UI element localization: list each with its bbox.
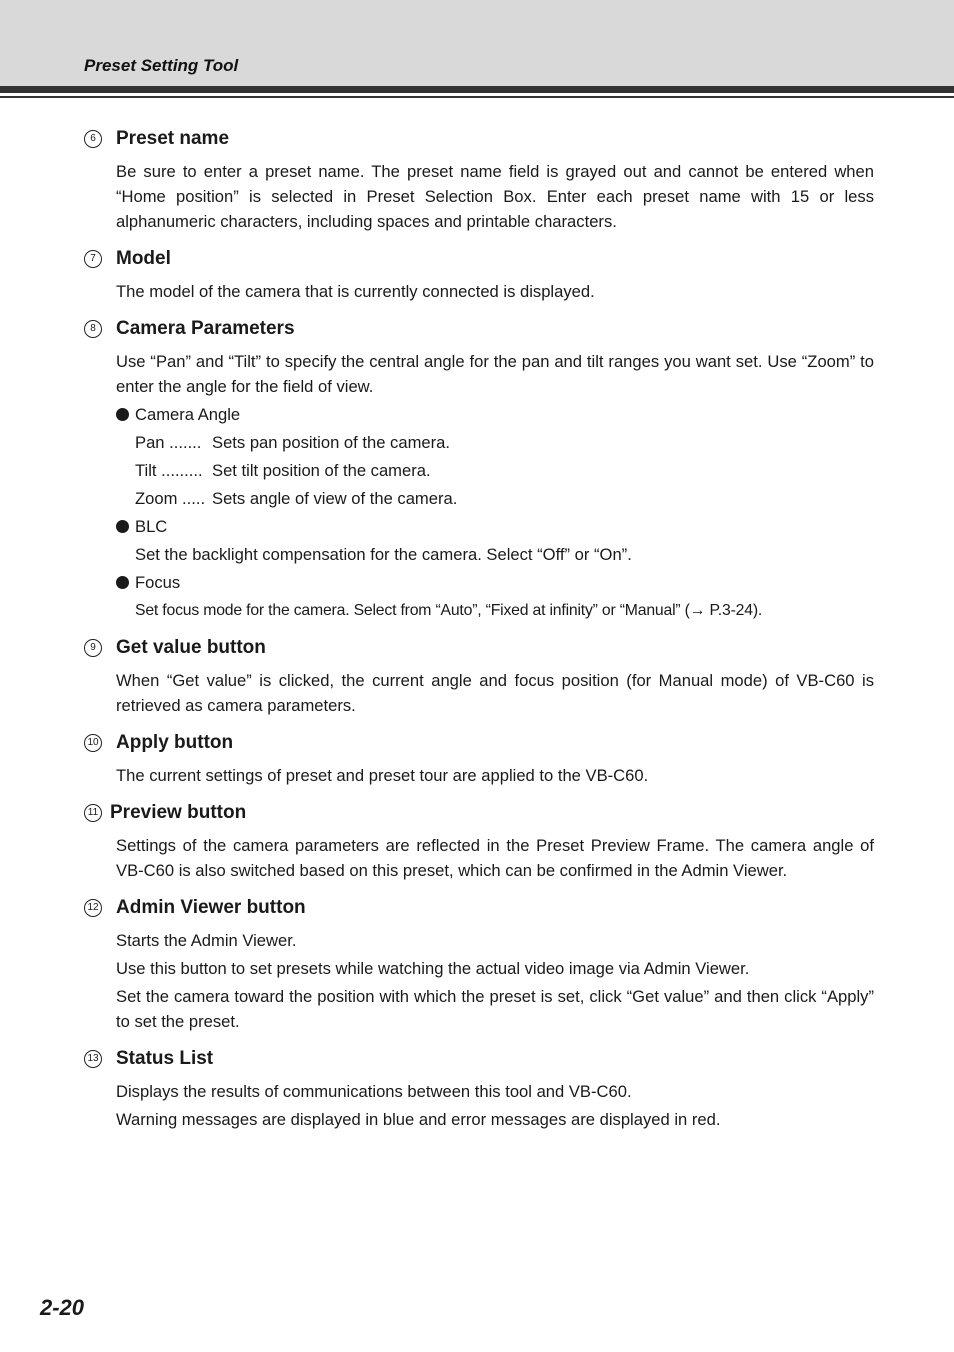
section-paragraph: The model of the camera that is currently connected is displayed. xyxy=(116,282,595,301)
section-number: 9 xyxy=(84,639,102,657)
section-paragraph: Set the camera toward the position with which the preset is set, click “Get value” and then click “Apply” to set the preset. xyxy=(116,987,874,1031)
section-number: 6 xyxy=(84,130,102,148)
definition-term: Zoom ..... xyxy=(135,489,206,508)
section-paragraph: Use “Pan” and “Tilt” to specify the central angle for the pan and tilt ranges you want set. Use “Zoom” to enter the angle for the field of view. xyxy=(116,352,874,396)
page-number: 2-20 xyxy=(40,1295,85,1320)
section-paragraph: Warning messages are displayed in blue and error messages are displayed in red. xyxy=(116,1110,721,1129)
section-number: 8 xyxy=(84,320,102,338)
page-header-title: Preset Setting Tool xyxy=(84,56,239,75)
section-status-list xyxy=(84,1046,874,1132)
focus-description: Set focus mode for the camera. Select from “Auto”, “Fixed at infinity” or “Manual” (→ P.3-24). xyxy=(135,602,763,619)
section-number: 7 xyxy=(84,250,102,268)
definition-desc: Set tilt position of the camera. xyxy=(212,461,431,480)
section-admin-viewer-button xyxy=(84,895,874,1034)
section-title: Get value button xyxy=(116,637,266,658)
section-paragraph: Displays the results of communications between this tool and VB-C60. xyxy=(116,1082,632,1101)
blc-description: Set the backlight compensation for the camera. Select “Off” or “On”. xyxy=(135,545,632,564)
definition-row-pan xyxy=(135,430,874,455)
section-title: Admin Viewer button xyxy=(116,897,306,918)
bullet-focus xyxy=(116,570,874,595)
section-title: Preview button xyxy=(110,802,247,823)
section-number: 13 xyxy=(84,1050,102,1068)
bullet-dot-icon xyxy=(116,408,129,421)
section-title: Status List xyxy=(116,1048,214,1069)
bullet-dot-icon xyxy=(116,576,129,589)
section-title: Model xyxy=(116,248,171,269)
section-paragraph: Use this button to set presets while watching the actual video image via Admin Viewer. xyxy=(116,959,750,978)
definition-row-tilt xyxy=(135,458,874,483)
definition-term: Pan ....... xyxy=(135,433,202,452)
section-number: 11 xyxy=(84,804,102,822)
bullet-label: Camera Angle xyxy=(135,405,241,424)
section-number: 12 xyxy=(84,899,102,917)
section-paragraph: Be sure to enter a preset name. The preset name field is grayed out and cannot be entered when “Home position” is selected in Preset Selection Box. Enter each preset name with 15 or less alphanumeric characters, including spaces and printable characters. xyxy=(116,162,874,231)
section-preset-name xyxy=(84,126,874,234)
definition-row-zoom xyxy=(135,486,874,511)
section-model xyxy=(84,246,874,304)
section-title: Camera Parameters xyxy=(116,318,295,339)
section-title: Apply button xyxy=(116,732,234,753)
bullet-blc xyxy=(116,514,874,539)
section-camera-parameters xyxy=(84,316,874,623)
bullet-label: Focus xyxy=(135,573,181,592)
section-paragraph: Settings of the camera parameters are reflected in the Preset Preview Frame. The camera angle of VB-C60 is also switched based on this preset, which can be confirmed in the Admin Viewer. xyxy=(116,836,874,880)
header-rule-thick xyxy=(0,86,954,93)
page-content xyxy=(84,126,874,1144)
section-number: 10 xyxy=(84,734,102,752)
bullet-camera-angle xyxy=(116,402,874,427)
bullet-label: BLC xyxy=(135,517,168,536)
definition-term: Tilt ......... xyxy=(135,461,203,480)
bullet-dot-icon xyxy=(116,520,129,533)
section-paragraph: The current settings of preset and preset tour are applied to the VB-C60. xyxy=(116,766,649,785)
section-paragraph: Starts the Admin Viewer. xyxy=(116,931,297,950)
section-title: Preset name xyxy=(116,128,230,149)
section-get-value-button xyxy=(84,635,874,718)
header-rule-thin xyxy=(0,96,954,98)
section-preview-button xyxy=(84,800,874,883)
definition-desc: Sets pan position of the camera. xyxy=(212,433,450,452)
section-paragraph: When “Get value” is clicked, the current angle and focus position (for Manual mode) of VB-C60 is retrieved as camera parameters. xyxy=(116,671,874,715)
definition-desc: Sets angle of view of the camera. xyxy=(212,489,458,508)
section-apply-button xyxy=(84,730,874,788)
